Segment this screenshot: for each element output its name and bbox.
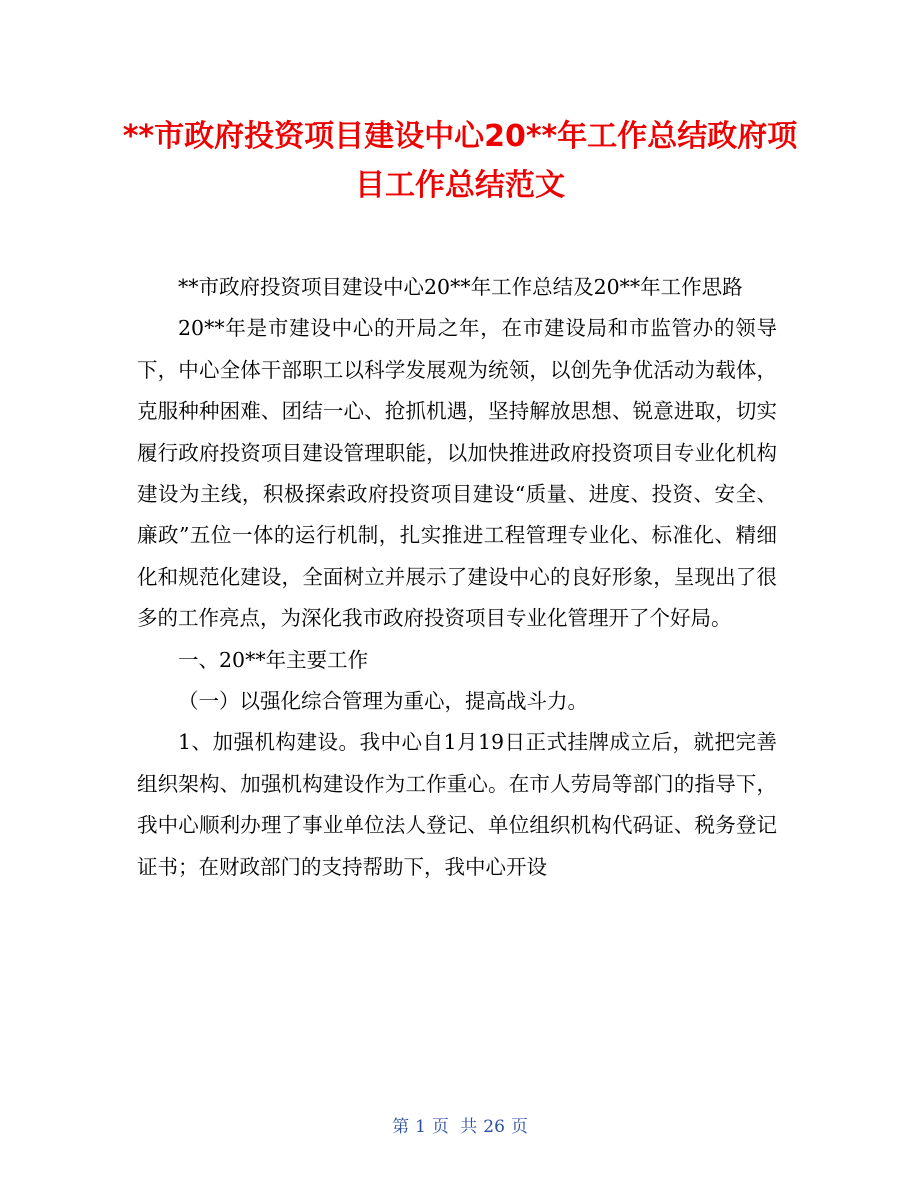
footer-current-page: 1	[415, 1117, 426, 1137]
page-footer	[0, 1112, 920, 1137]
footer-mid: 页 共	[431, 1117, 478, 1137]
footer-total-pages: 26	[483, 1117, 505, 1137]
footer-suffix: 页	[510, 1117, 528, 1137]
section-heading: 一、20**年主要工作	[178, 647, 369, 672]
document-body	[137, 267, 777, 888]
subsection-heading: （一）以强化综合管理为重心，提高战斗力。	[178, 689, 588, 714]
paragraph-subtitle: **市政府投资项目建设中心20**年工作总结及20**年工作思路	[178, 275, 743, 299]
document-title: **市政府投资项目建设中心20**年工作总结政府项目工作总结范文	[122, 119, 798, 203]
paragraph-item-1: 1、加强机构建设。我中心自1月19日正式挂牌成立后，就把完善组织架构、加强机构建设作为工作重心。在市人劳局等部门的指导下，我中心顺利办理了事业单位法人登记、单位组织机构代码证、税务登记证书；在财政部门的支持帮助下，我中心开设	[137, 730, 777, 879]
footer-prefix: 第	[392, 1117, 410, 1137]
paragraph-intro: 20**年是市建设中心的开局之年，在市建设局和市监管办的领导下，中心全体干部职工以科学发展观为统领，以创先争优活动为载体，克服种种困难、团结一心、抢抓机遇，坚持解放思想、锐意进取，切实履行政府投资项目建设管理职能，以加快推进政府投资项目专业化机构建设为主线，积极探索政府投资项目建设“质量、进度、投资、安全、廉政”五位一体的运行机制，扎实推进工程管理专业化、标准化、精细化和规范化建设，全面树立并展示了建设中心的良好形象，呈现出了很多的工作亮点，为深化我市政府投资项目专业化管理开了个好局。	[137, 316, 777, 631]
